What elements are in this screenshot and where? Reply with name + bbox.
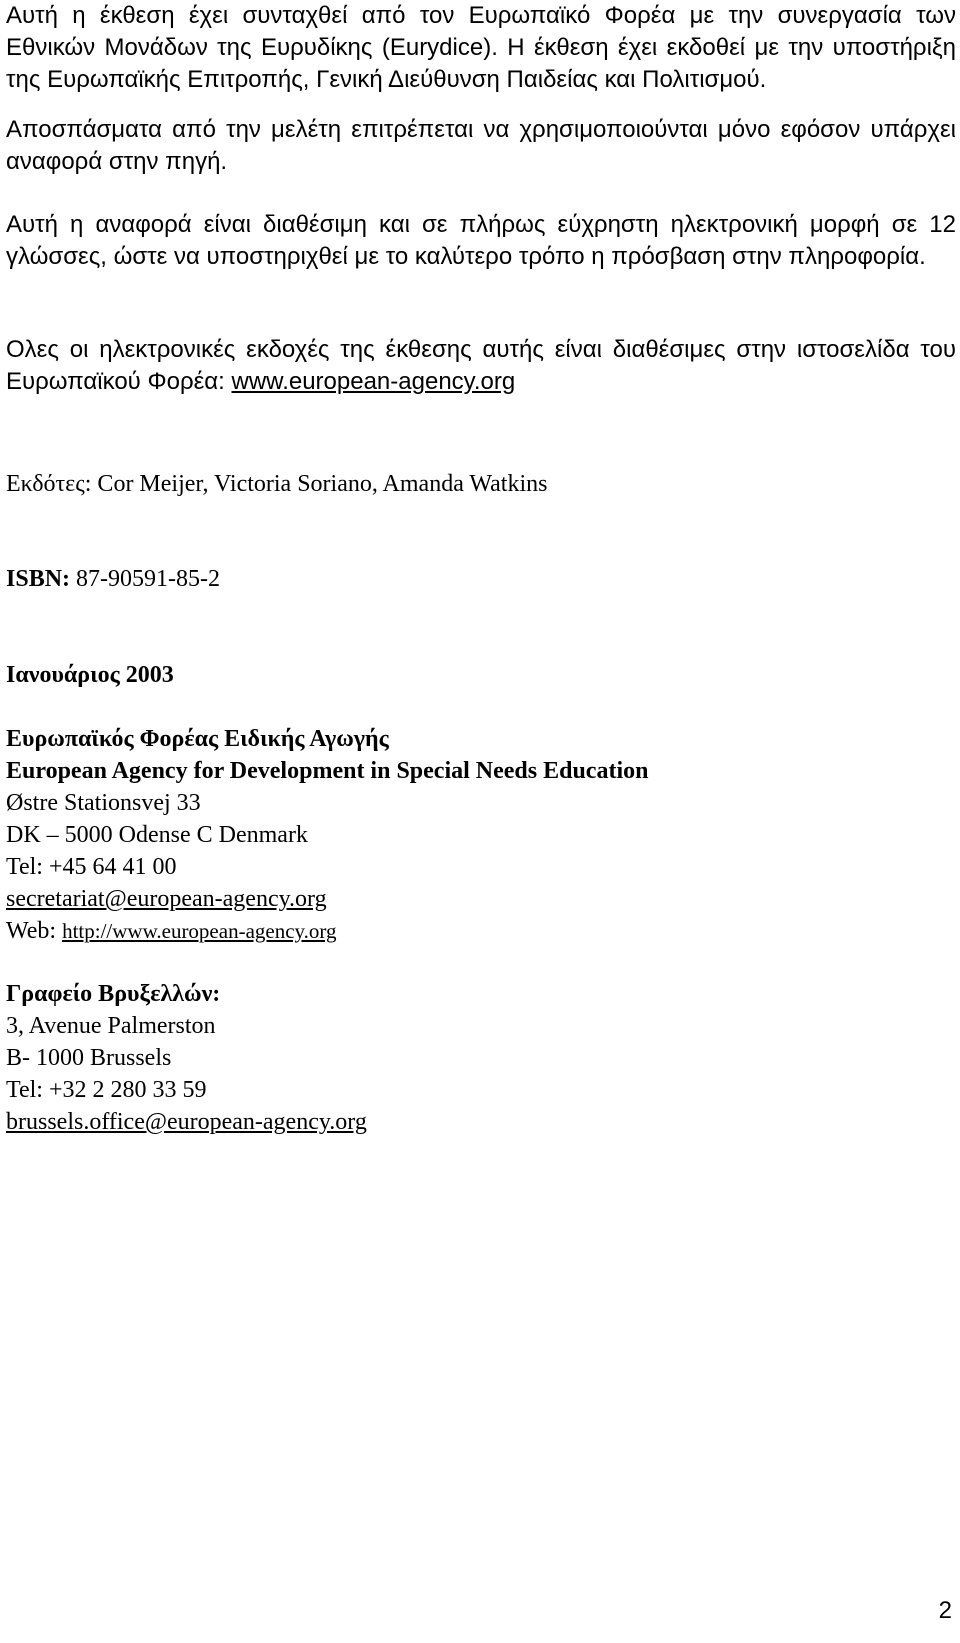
intro-paragraph-1-part-a: Αυτή η έκθεση έχει συνταχθεί από τον Ευρωπαϊκό Φορέα με την συνεργασία των Εθνικών Μονάδων της Ευρυδίκης: [6, 2, 956, 61]
intro-paragraph-2: Αποσπάσματα από την μελέτη επιτρέπεται να χρησιμοποιούνται μόνο εφόσον υπάρχει αναφορά στην πηγή.: [6, 116, 956, 175]
agency-web-link[interactable]: http://www.european-agency.org: [62, 919, 337, 943]
brussels-email-link[interactable]: brussels.office@european-agency.org: [6, 1109, 367, 1135]
brussels-city: B- 1000 Brussels: [6, 1045, 172, 1071]
editors-line: Εκδότες: Cor Meijer, Victoria Soriano, Amanda Watkins: [6, 471, 548, 497]
agency-name-english: European Agency for Development in Special Needs Education: [6, 758, 649, 784]
intro-paragraph-3: Αυτή η αναφορά είναι διαθέσιμη και σε πλήρως εύχρηστη ηλεκτρονική μορφή σε 12 γλώσσες, ώστε να υποστηριχθεί με το καλύτερο τρόπο η πρόσβαση στην πληροφορία.: [6, 211, 956, 270]
agency-web-label: Web:: [6, 918, 63, 944]
page-number: 2: [938, 1597, 952, 1624]
agency-web-line: [6, 915, 337, 947]
eurydice-label: (Eurydice).: [381, 34, 498, 61]
isbn-line: [6, 563, 220, 595]
agency-website-link[interactable]: www.european-agency.org: [231, 368, 516, 395]
brussels-street: 3, Avenue Palmerston: [6, 1013, 216, 1039]
agency-email-link[interactable]: secretariat@european-agency.org: [6, 886, 327, 912]
intro-paragraph-4: [6, 334, 956, 398]
isbn-value: 87-90591-85-2: [70, 566, 221, 592]
intro-paragraph-1: [6, 0, 956, 96]
brussels-office-heading: Γραφείο Βρυξελλών:: [6, 981, 221, 1007]
publication-date: Ιανουάριος 2003: [6, 662, 174, 688]
isbn-label: ISBN:: [6, 566, 71, 592]
intro-paragraph-4-text: Ολες οι ηλεκτρονικές εκδοχές της έκθεσης αυτής είναι διαθέσιμες στην ιστοσελίδα του Ευρωπαϊκού Φορέα:: [6, 336, 956, 395]
agency-city: DK – 5000 Odense C Denmark: [6, 822, 308, 848]
brussels-tel: Tel: +32 2 280 33 59: [6, 1077, 207, 1103]
agency-name-greek: Ευρωπαϊκός Φορέας Ειδικής Αγωγής: [6, 726, 389, 752]
intro-paragraph-1-part-b: Η έκθεση έχει εκδοθεί με την υποστήριξη της Ευρωπαϊκής Επιτροπής, Γενική Διεύθυνση Παιδείας και Πολιτισμού.: [6, 34, 956, 93]
agency-tel: Tel: +45 64 41 00: [6, 854, 177, 880]
agency-street: Østre Stationsvej 33: [6, 790, 201, 816]
